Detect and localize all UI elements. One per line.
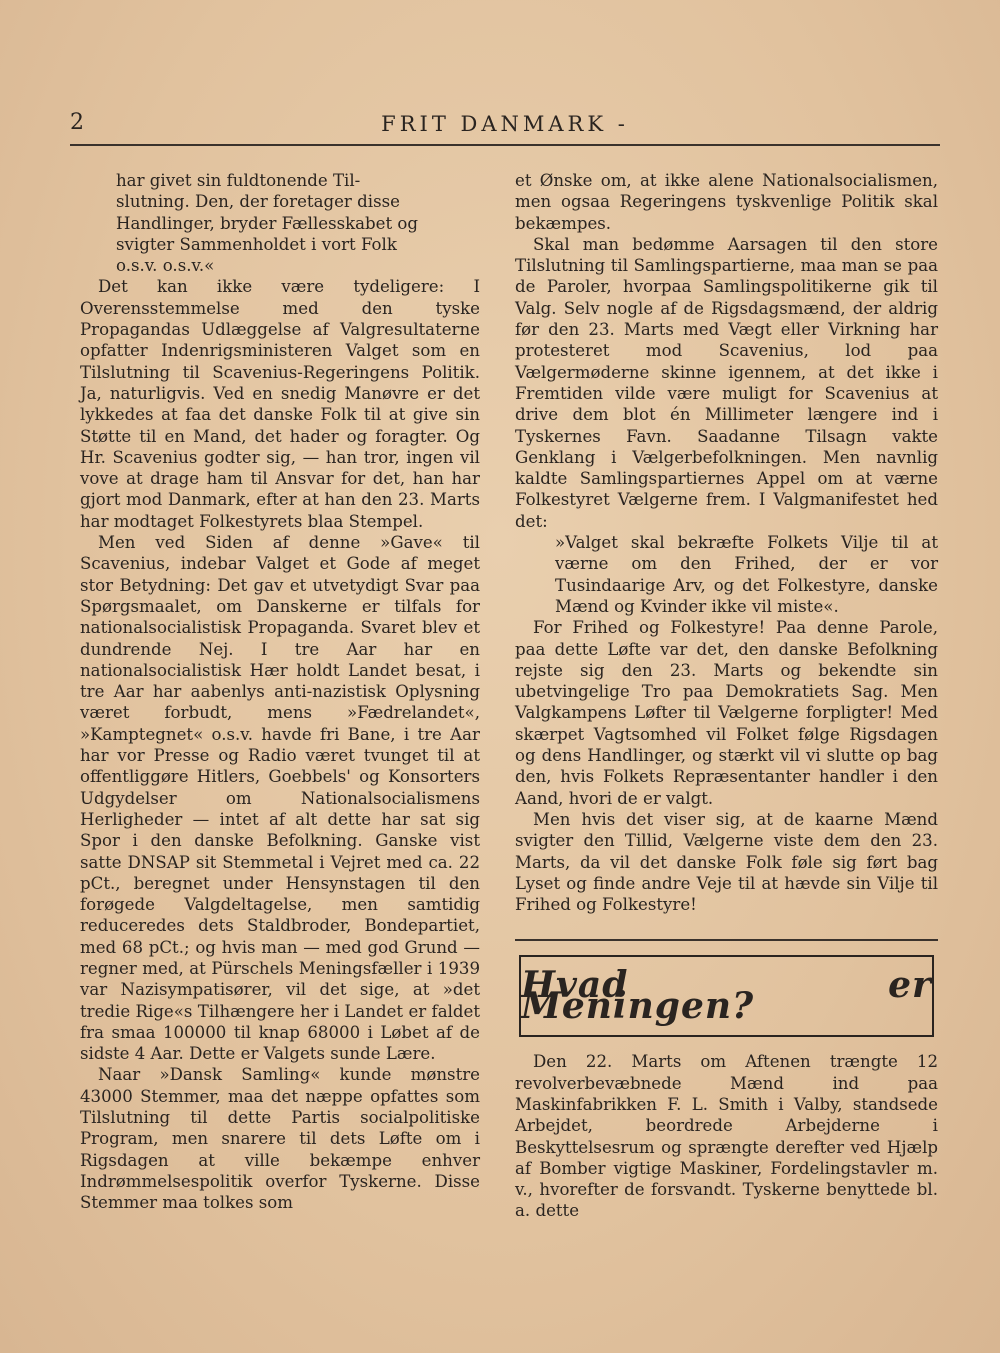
article-paragraph: Den 22. Marts om Aftenen trængte 12 revolverbevæbnede Mænd ind paa Maskinfabrikken F. L. Smith i Valby, standsede Arbejdet, beordrede Arbejderne i Beskyttelsesrum og sprængte derefter ved Hjælp af Bomber vigtige Maskiner, Fordelingstavler m. v., hvorefter de forsvandt. Tyskerne benyttede bl. a. dette bbox=[515, 1052, 938, 1221]
headline-box bbox=[519, 955, 934, 1037]
section-divider bbox=[515, 939, 938, 941]
article-paragraph: et Ønske om, at ikke alene Nationalsocialismen, men ogsaa Regeringens tyskvenlige Politik skal bekæmpes. bbox=[515, 171, 938, 233]
article-paragraph: For Frihed og Folkestyre! Paa denne Parole, paa dette Løfte var det, den danske Befolkning rejste sig den 23. Marts og bekendte sin ubetvingelige Tro paa Demokratiets Sag. Men Valgkampens Løfter til Vælgerne forpligter! Med skærpet Vagtsomhed vil Folket følge Rigsdagen og dens Handlinger, og stærkt vil vi slutte op bag den, hvis Folkets Repræsentanter handler i den Aand, hvori de er valgt. bbox=[515, 618, 938, 808]
quote-line: o.s.v. o.s.v.« bbox=[116, 256, 215, 276]
page-header bbox=[70, 108, 940, 144]
page-number: 2 bbox=[70, 110, 84, 135]
left-column bbox=[80, 170, 480, 1214]
article-paragraph: Men ved Siden af denne »Gave« til Scavenius, indebar Valget et Gode af meget stor Betydning: Det gav et utvetydigt Svar paa Spørgsmaalet, om Danskerne er tilfals for nationalsocialistisk Propaganda. Svaret blev et dundrende Nej. I tre Aar har en nationalsocialistisk Hær holdt Landet besat, i tre Aar har aabenlys anti-nazistisk Oplysning været forbudt, mens »Fædrelandet«, »Kamptegnet« o.s.v. havde fri Bane, i tre Aar har vor Presse og Radio været tvunget til at offentliggøre Hitlers, Goebbels' og Konsorters Udgydelser om Nationalsocialismens Herligheder — intet af alt dette har sat sig Spor i den danske Befolkning. Ganske vist satte DNSAP sit Stemmetal i Vejret med ca. 22 pCt., beregnet under Hensynstagen til den forøgede Valgdeltagelse, men samtidig reduceredes dets Staldbroder, Bondepartiet, med 68 pCt.; og hvis man — med god Grund — regner med, at Pürschels Meningsfæller i 1939 var Nazisympatisører, vil det sige, at »det tredie Rige«s Tilhængere her i Landet er faldet fra smaa 100000 til knap 68000 i Løbet af de sidste 4 Aar. Dette er Valgets sunde Lære. bbox=[80, 533, 480, 1064]
right-column bbox=[515, 170, 938, 1222]
manifesto-quote: »Valget skal bekræfte Folkets Vilje til at værne om den Frihed, der er vor Tusindaarige Arv, og det Folkestyre, danske Mænd og Kvinder ikke vil miste«. bbox=[555, 533, 938, 616]
quote-line: svigter Sammenholdet i vort Folk bbox=[116, 234, 397, 254]
quote-line: har givet sin fuldtonende Til- bbox=[116, 171, 361, 190]
headline-title: Hvad er Meningen? bbox=[521, 964, 932, 1028]
quote-line: Handlinger, bryder Fællesskabet og bbox=[116, 213, 419, 233]
quote-line: slutning. Den, der foretager disse bbox=[116, 192, 400, 212]
article-paragraph: Det kan ikke være tydeligere: I Overensstemmelse med den tyske Propagandas Udlæggelse af Valgresultaterne opfatter Indenrigsministeren Valget som en Tilslutning til Scavenius-Regeringens Politik. Ja, naturligvis. Ved en snedig Manøvre er det lykkedes at faa det danske Folk til at give sin Støtte til en Mand, det hader og foragter. Og Hr. Scavenius godter sig, — han tror, ingen vil vove at drage ham til Ansvar for det, han har gjort mod Danmark, efter at han den 23. Marts har modtaget Folkestyrets blaa Stempel. bbox=[80, 277, 480, 531]
opening-quote bbox=[80, 170, 480, 276]
article-paragraph: Men hvis det viser sig, at de kaarne Mænd svigter den Tillid, Vælgerne viste dem den 23. Marts, da vil det danske Folk føle sig ført bag Lyset og finde andre Veje til at hævde sin Vilje til Frihed og Folkestyre! bbox=[515, 809, 938, 915]
article-paragraph: Naar »Dansk Samling« kunde mønstre 43000 Stemmer, maa det næppe opfattes som Tilslutning til dette Partis socialpolitiske Program, men snarere til dets Løfte om i Rigsdagen at ville bekæmpe enhver Indrømmelsespolitik overfor Tyskerne. Disse Stemmer maa tolkes som bbox=[80, 1065, 480, 1213]
header-rule bbox=[70, 144, 940, 146]
masthead: FRIT DANMARK - bbox=[381, 112, 629, 136]
article-paragraph: Skal man bedømme Aarsagen til den store Tilslutning til Samlingspartierne, maa man se paa de Paroler, hvorpaa Samlingspolitikerne gik til Valg. Selv nogle af de Rigsdagsmænd, der aldrig før den 23. Marts med Vægt eller Virkning har protesteret mod Scavenius, lod paa Vælgermøderne skinne igennem, at det ikke i Fremtiden vilde være muligt for Scavenius at drive dem blot én Millimeter længere ind i Tyskernes Favn. Saadanne Tilsagn vakte Genklang i Vælgerbefolkningen. Men navnlig kaldte Samlingspartiernes Appel om at værne Folkestyret Vælgerne frem. I Valgmanifestet hed det: bbox=[515, 234, 938, 531]
